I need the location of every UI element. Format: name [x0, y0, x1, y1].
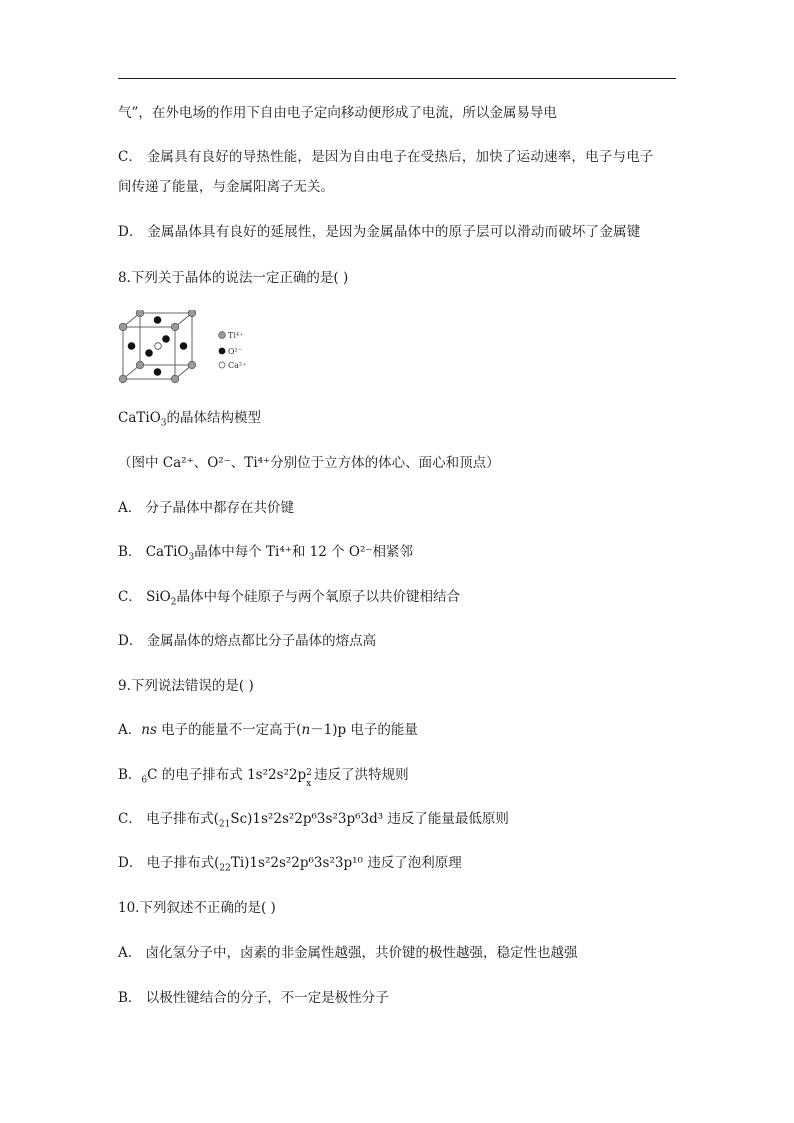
q9-option-c: C． 电子排布式$(_{21}Sc)1s^22s^22p^63s^23p^63d^3$ 违反了能量最低原则	[118, 811, 509, 830]
header-rule	[118, 78, 676, 79]
question-10: 10.下列叙述不正确的是( )	[118, 900, 276, 916]
figure-caption: CaTiO$_3$的晶体结构模型	[118, 410, 262, 429]
q9-option-a: A．ns 电子的能量不一定高于(n－1)p 电子的能量	[118, 722, 418, 738]
q8-option-a: A． 分子晶体中都存在共价键	[118, 500, 295, 516]
legend-ca-label: Ca²⁺	[228, 361, 247, 370]
q8-option-c: C． SiO$_2$晶体中每个硅原子与两个氧原子以共价键相结合	[118, 589, 460, 608]
crystal-structure-figure	[118, 310, 258, 390]
q10-option-a: A． 卤化氢分子中，卤素的非金属性越强，共价键的极性越强，稳定性也越强	[118, 945, 578, 961]
q10-option-b: B． 以极性键结合的分子，不一定是极性分子	[118, 990, 389, 1006]
q8-option-d: D． 金属晶体的熔点都比分子晶体的熔点高	[118, 633, 377, 649]
q9-option-b: B．$_6$C 的电子排布式 1s²2s²2p 2 x 违反了洪特规则	[118, 767, 409, 789]
q9-option-d: D． 电子排布式$(_{22}Ti)1s^22s^22p^63s^23p^{10}$ 违反了泡利原理	[118, 855, 462, 874]
figure-note: （图中 Ca²⁺、O²⁻、Ti⁴⁺分别位于立方体的体心、面心和顶点）	[118, 455, 500, 471]
q8-option-b: B． CaTiO$_3$晶体中每个 Ti⁴⁺和 12 个 O²⁻相紧邻	[118, 544, 414, 563]
legend-o-label: O²⁻	[228, 347, 242, 356]
text-line-1: 气”，在外电场的作用下自由电子定向移动便形成了电流，所以金属易导电	[118, 105, 557, 121]
legend-ti-label: Ti⁴⁺	[228, 331, 244, 340]
figure-legend	[219, 331, 247, 370]
option-d: D． 金属晶体具有良好的延展性，是因为金属晶体中的原子层可以滑动而破坏了金属键	[118, 224, 641, 240]
option-c-line-2: 间传递了能量，与金属阳离子无关。	[118, 179, 334, 195]
question-8: 8.下列关于晶体的说法一定正确的是( )	[118, 270, 349, 286]
ca-center-atom	[155, 343, 162, 350]
option-c-line-1: C． 金属具有良好的导热性能，是因为自由电子在受热后，加快了运动速率，电子与电子	[118, 149, 654, 165]
question-9: 9.下列说法错误的是( )	[118, 678, 254, 694]
